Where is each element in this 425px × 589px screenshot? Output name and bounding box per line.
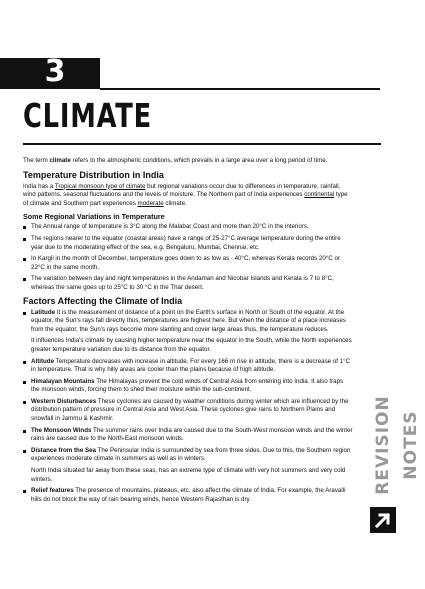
sea-continuation: North India situated far away from these seas, has an extreme type of climate with very hot summers and very cold winters.: [31, 467, 346, 483]
diagonal-arrow-icon: [370, 507, 396, 533]
chapter-number: 3: [44, 54, 66, 89]
list-item: Western Disturbances These cyclones are caused by weather conditions during winter which are influenced by the distribution pattern of pressure in Central Asia and West Asia. These cyclones give rains to Northern Plains and snowfall in Jammu & Kashmir.: [23, 398, 353, 424]
list-item: Relief features The presence of mountains, plateaus, etc. also affect the climate of India. For example, the Aravalli hills do not block the way of rain bearing winds, hence Western Rajasthan is dry.: [23, 487, 353, 504]
intro-paragraph: The term climate refers to the atmospheric conditions, which prevails in a large area over a long period of time.: [23, 157, 328, 164]
list-item: Distance from the Sea The Peninsular India is surrounded by sea from three sides. Due to this, the Southern region experiences moderate climate in summers as well as in winters.: [23, 447, 353, 464]
chapter-title: CLIMATE: [23, 96, 153, 135]
list-item: The Annual range of temperature is 3°C along the Malabar Coast and more than 20°C in the interiors.: [23, 223, 353, 232]
temperature-distribution-heading: Temperature Distribution in India: [23, 169, 164, 180]
arrow-glyph: [370, 507, 396, 533]
intro-term: climate: [49, 157, 71, 164]
top-rule: [100, 88, 380, 90]
list-item: The regions nearer to the equator (coastal areas) have a range of 25-27°C average temperature during the entire year due to the moderating effect of the sea, e.g. Bengaluru, Mumbai, Chennai, etc.: [23, 235, 353, 252]
list-item: In Kargil in the month of December, temperature goes down to as low as - 40°C, whereas Kerala records 20°C or 22°C in the same month.: [23, 255, 353, 272]
list-item: The Monsoon Winds The summer rains over India are caused due to the South-West monsoon winds and the winter rains are caused due to the North-East monsoon winds.: [23, 427, 353, 444]
revision-notes-label: REVISION NOTES: [373, 395, 421, 495]
regional-variations-list: [23, 223, 353, 292]
regional-variations-heading: Some Regional Variations in Temperature: [23, 212, 165, 222]
latitude-continuation: It influences India's climate by causing higher temperature near the equator in the South, while the North experiences greater temperature variation due to its distance from the equator.: [31, 337, 352, 353]
factors-heading: Factors Affecting the Climate of India: [23, 295, 183, 306]
page-content: [23, 157, 353, 507]
list-item: Altitude Temperature decreases with increase in altitude. For every 166 m rise in altitude, there is a decrease of 1°C in temperature. That is why hilly areas are cooler than the plains because of high altitude.: [23, 358, 353, 375]
list-item: The variation between day and night temperatures in the Andaman and Nicobar Islands and Kerala is 7 to 8°C, whereas the same goes up to 25°C to 30 °C in the Thar desert.: [23, 275, 353, 292]
temperature-distribution-paragraph: India has a Tropical monsoon type of climate but regional variations occur due to differences in temperature, rainfall, wind patterns, seasonal fluctuations and the levels of moisture. The Northern part of India experiences continental type of climate and Southern part experiences moderate climate.: [23, 182, 348, 207]
revision-notes-tab: [369, 385, 421, 505]
list-item: Himalayan Mountains The Himalayas prevent the cold winds of Central Asia from entering into India. It also traps the monsoon winds, forcing them to shed their moisture within the sub-continent.: [23, 378, 353, 395]
title-rule: [23, 143, 381, 145]
factors-list: [23, 309, 353, 505]
list-item: Latitude It is the measurement of distance of a point on the Earth's surface in North or South of the equator. At the equator, the Sun's rays fall directly thus, temperatures are highest here. But when the distance of a place increases from the equator, the Sun's rays become more slanting and cover large areas thus, the temperature reduces.: [23, 309, 353, 335]
